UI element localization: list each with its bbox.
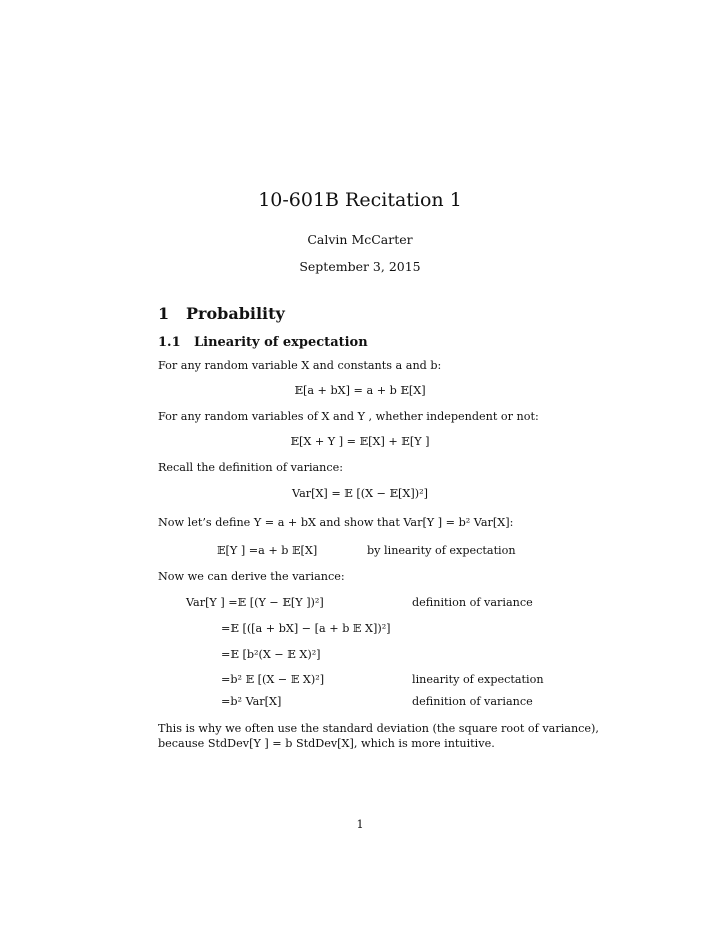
equation-expectation-y: 𝔼[Y ] =a + b 𝔼[X] (217, 544, 318, 557)
paragraph-4: Now let’s define Y = a + bX and show that Var[Y ] = b² Var[X]: (158, 516, 514, 529)
section-number: 1 (158, 304, 170, 323)
paragraph-3: Recall the definition of variance: (158, 461, 344, 474)
paragraph-6-line-2: because StdDev[Y ] = b StdDev[X], which is more intuitive. (158, 737, 495, 750)
paragraph-1: For any random variable X and constants a and b: (158, 359, 442, 372)
paragraph-5: Now we can derive the variance: (158, 570, 345, 583)
equation-expectation-sum: 𝔼[X + Y ] = 𝔼[X] + 𝔼[Y ] (290, 435, 430, 448)
date: September 3, 2015 (299, 259, 421, 274)
equation-variance-definition: Var[X] = 𝔼 [(X − 𝔼[X])²] (292, 487, 428, 500)
derivation-line-1: Var[Y ] =𝔼 [(Y − 𝔼[Y ])²] (186, 596, 324, 609)
derivation-line-4: =b² 𝔼 [(X − 𝔼 X)²] (221, 673, 325, 686)
derivation-note-4: linearity of expectation (412, 673, 544, 686)
paragraph-6-line-1: This is why we often use the standard deviation (the square root of variance), (158, 722, 599, 735)
document-title: 10-601B Recitation 1 (258, 189, 462, 211)
page-number: 1 (356, 818, 364, 831)
derivation-note-1: definition of variance (412, 596, 533, 609)
subsection-title: Linearity of expectation (194, 335, 368, 350)
derivation-line-5: =b² Var[X] (221, 695, 282, 708)
equation-expectation-y-note: by linearity of expectation (367, 544, 516, 557)
subsection-heading (158, 335, 368, 350)
author: Calvin McCarter (307, 232, 413, 247)
subsection-number: 1.1 (158, 335, 181, 350)
derivation-line-2: =𝔼 [([a + bX] − [a + b 𝔼 X])²] (221, 622, 391, 635)
paragraph-2: For any random variables of X and Y , whether independent or not: (158, 410, 539, 423)
derivation-line-3: =𝔼 [b²(X − 𝔼 X)²] (221, 648, 321, 661)
derivation-note-5: definition of variance (412, 695, 533, 708)
section-title: Probability (186, 304, 285, 323)
equation-expectation-linear: 𝔼[a + bX] = a + b 𝔼[X] (294, 384, 426, 397)
section-heading (158, 304, 285, 323)
